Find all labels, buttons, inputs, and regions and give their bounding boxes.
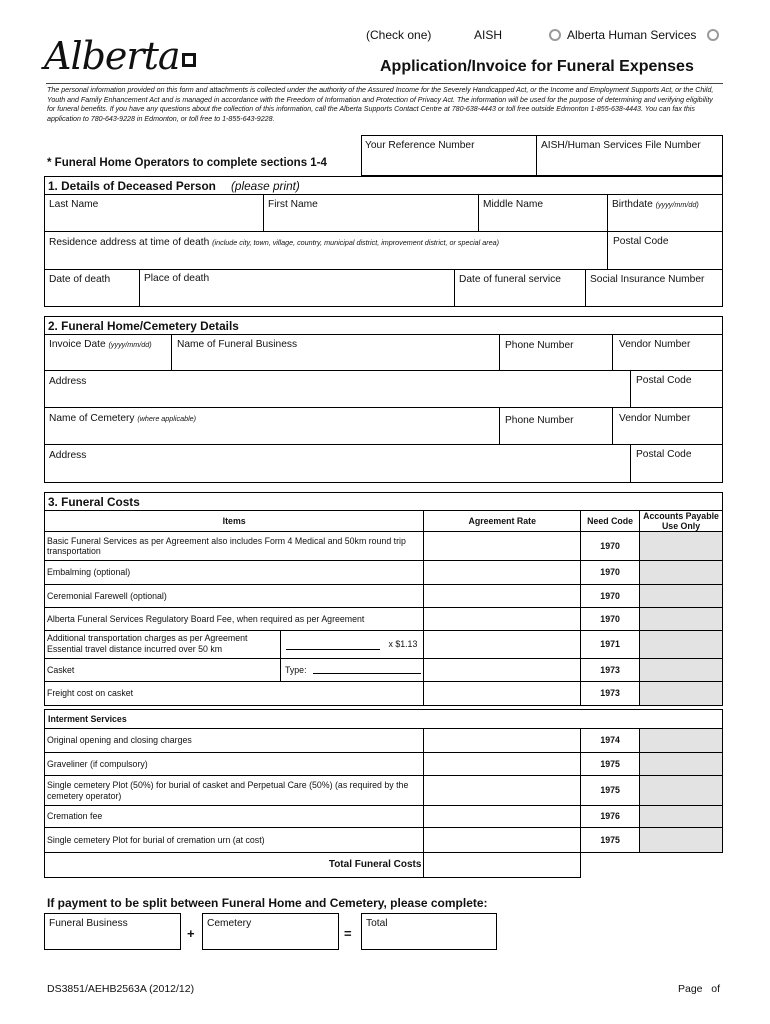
check-one-label: (Check one)	[366, 28, 432, 42]
invoice-date-field[interactable]: Invoice Date (yyyy/mm/dd)	[44, 334, 172, 371]
table-row: Cremation fee 1976	[45, 806, 723, 828]
form-id: DS3851/AEHB2563A (2012/12)	[47, 983, 195, 995]
table-row: Ceremonial Farewell (optional) 1970	[45, 585, 723, 608]
rate-cell[interactable]	[424, 608, 581, 631]
table-row: Graveliner (if compulsory) 1975	[45, 753, 723, 776]
interment-table	[44, 728, 723, 878]
your-reference-field[interactable]: Your Reference Number	[361, 135, 537, 176]
rate-cell[interactable]	[424, 631, 581, 659]
sin-field[interactable]: Social Insurance Number	[585, 269, 723, 307]
funeral-business-field[interactable]: Name of Funeral Business	[171, 334, 500, 371]
split-funeral-business-field[interactable]: Funeral Business	[44, 913, 181, 950]
col-items: Items	[45, 511, 424, 532]
title-rule	[46, 83, 723, 84]
cemetery-address-field[interactable]: Address	[44, 444, 631, 483]
place-of-death-field[interactable]: Place of death	[139, 269, 455, 307]
section1-header: 1. Details of Deceased Person (please print)	[44, 176, 723, 195]
table-row: Single cemetery Plot for burial of cremation urn (at cost) 1975	[45, 828, 723, 853]
first-name-field[interactable]: First Name	[263, 194, 479, 232]
rate-cell[interactable]	[424, 585, 581, 608]
casket-type-input[interactable]	[313, 673, 421, 674]
section2-header: 2. Funeral Home/Cemetery Details	[44, 316, 723, 335]
radio-aish[interactable]	[549, 29, 561, 41]
cemetery-postal-field[interactable]: Postal Code	[630, 444, 723, 483]
funeral-costs-table	[44, 510, 723, 706]
date-funeral-field[interactable]: Date of funeral service	[454, 269, 586, 307]
date-of-death-field[interactable]: Date of death	[44, 269, 140, 307]
funeral-postal-field[interactable]: Postal Code	[630, 370, 723, 408]
middle-name-field[interactable]: Middle Name	[478, 194, 608, 232]
rate-cell[interactable]	[424, 682, 581, 706]
funeral-phone-field[interactable]: Phone Number	[499, 334, 613, 371]
rate-cell[interactable]	[424, 532, 581, 561]
table-row: Freight cost on casket 1973	[45, 682, 723, 706]
aish-label: AISH	[474, 28, 503, 42]
alberta-logo: Alberta	[44, 34, 196, 78]
form-title: Application/Invoice for Funeral Expenses	[380, 58, 694, 75]
rate-cell[interactable]	[424, 659, 581, 682]
funeral-address-field[interactable]: Address	[44, 370, 631, 408]
table-row: Basic Funeral Services as per Agreement also includes Form 4 Medical and 50km round trip transportation 1970	[45, 532, 723, 561]
page-number: Page of	[678, 983, 721, 995]
postal-code-field[interactable]: Postal Code	[607, 231, 723, 270]
rate-cell[interactable]	[424, 729, 581, 753]
instruction-text: * Funeral Home Operators to complete sections 1-4	[47, 157, 327, 169]
equals-sign: =	[344, 926, 352, 941]
total-row: Total Funeral Costs	[45, 853, 723, 878]
plus-sign: +	[187, 926, 195, 941]
col-need-code: Need Code	[581, 511, 640, 532]
table-row: Embalming (optional) 1970	[45, 561, 723, 585]
cemetery-phone-field[interactable]: Phone Number	[499, 407, 613, 445]
table-row: Single cemetery Plot (50%) for burial of casket and Perpetual Care (50%) (as required by the cemetery operator) 1975	[45, 776, 723, 806]
cemetery-name-field[interactable]: Name of Cemetery (where applicable)	[44, 407, 500, 445]
rate-cell[interactable]	[424, 561, 581, 585]
residence-address-field[interactable]: Residence address at time of death (include city, town, village, country, municipal district, improvement district, or special area)	[44, 231, 608, 270]
file-number-field[interactable]: AISH/Human Services File Number	[536, 135, 723, 176]
split-cemetery-field[interactable]: Cemetery	[202, 913, 339, 950]
last-name-field[interactable]: Last Name	[44, 194, 264, 232]
birthdate-field[interactable]: Birthdate (yyyy/mm/dd)	[607, 194, 723, 232]
rate-cell[interactable]	[424, 806, 581, 828]
distance-input[interactable]	[286, 649, 380, 650]
total-cell[interactable]	[424, 853, 581, 878]
interment-header: Interment Services	[44, 709, 723, 729]
radio-ahs[interactable]	[707, 29, 719, 41]
col-agreement-rate: Agreement Rate	[424, 511, 581, 532]
privacy-notice: The personal information provided on this form and attachments is collected under the authority of the Assured Income for the Severely Handicapped Act, or the Income and Employment Supports Act, or the Child, Youth and Family Enhancement Act and is managed in accordance with the Freedom of Information and Protection of Privacy Act. The information will be used for the purpose of determining and verifying eligibility for funeral benefits. If you have any questions about the collection of this information, call the Alberta Supports Contact Centre at 780-638-4443 or toll free outside Edmonton 1-855-638-4443. You can fax this application to 780-643-9228 in Edmonton, or toll free to 1-855-643-9228.	[47, 86, 714, 124]
split-total-field[interactable]: Total	[361, 913, 497, 950]
cemetery-vendor-field[interactable]: Vendor Number	[612, 407, 723, 445]
table-row-casket: Casket Type: 1973	[45, 659, 723, 682]
ahs-label: Alberta Human Services	[567, 28, 697, 42]
rate-cell[interactable]	[424, 776, 581, 806]
funeral-vendor-field[interactable]: Vendor Number	[612, 334, 723, 371]
split-title: If payment to be split between Funeral Home and Cemetery, please complete:	[47, 896, 488, 910]
table-row-transport: Additional transportation charges as per Agreement Essential travel distance incurred over 50 km x $1.13 1971	[45, 631, 723, 659]
col-accounts-payable: Accounts Payable Use Only	[640, 511, 723, 532]
rate-cell[interactable]	[424, 753, 581, 776]
table-row: Original opening and closing charges 1974	[45, 729, 723, 753]
rate-cell[interactable]	[424, 828, 581, 853]
table-row: Alberta Funeral Services Regulatory Board Fee, when required as per Agreement 1970	[45, 608, 723, 631]
section3-header: 3. Funeral Costs	[44, 492, 723, 511]
